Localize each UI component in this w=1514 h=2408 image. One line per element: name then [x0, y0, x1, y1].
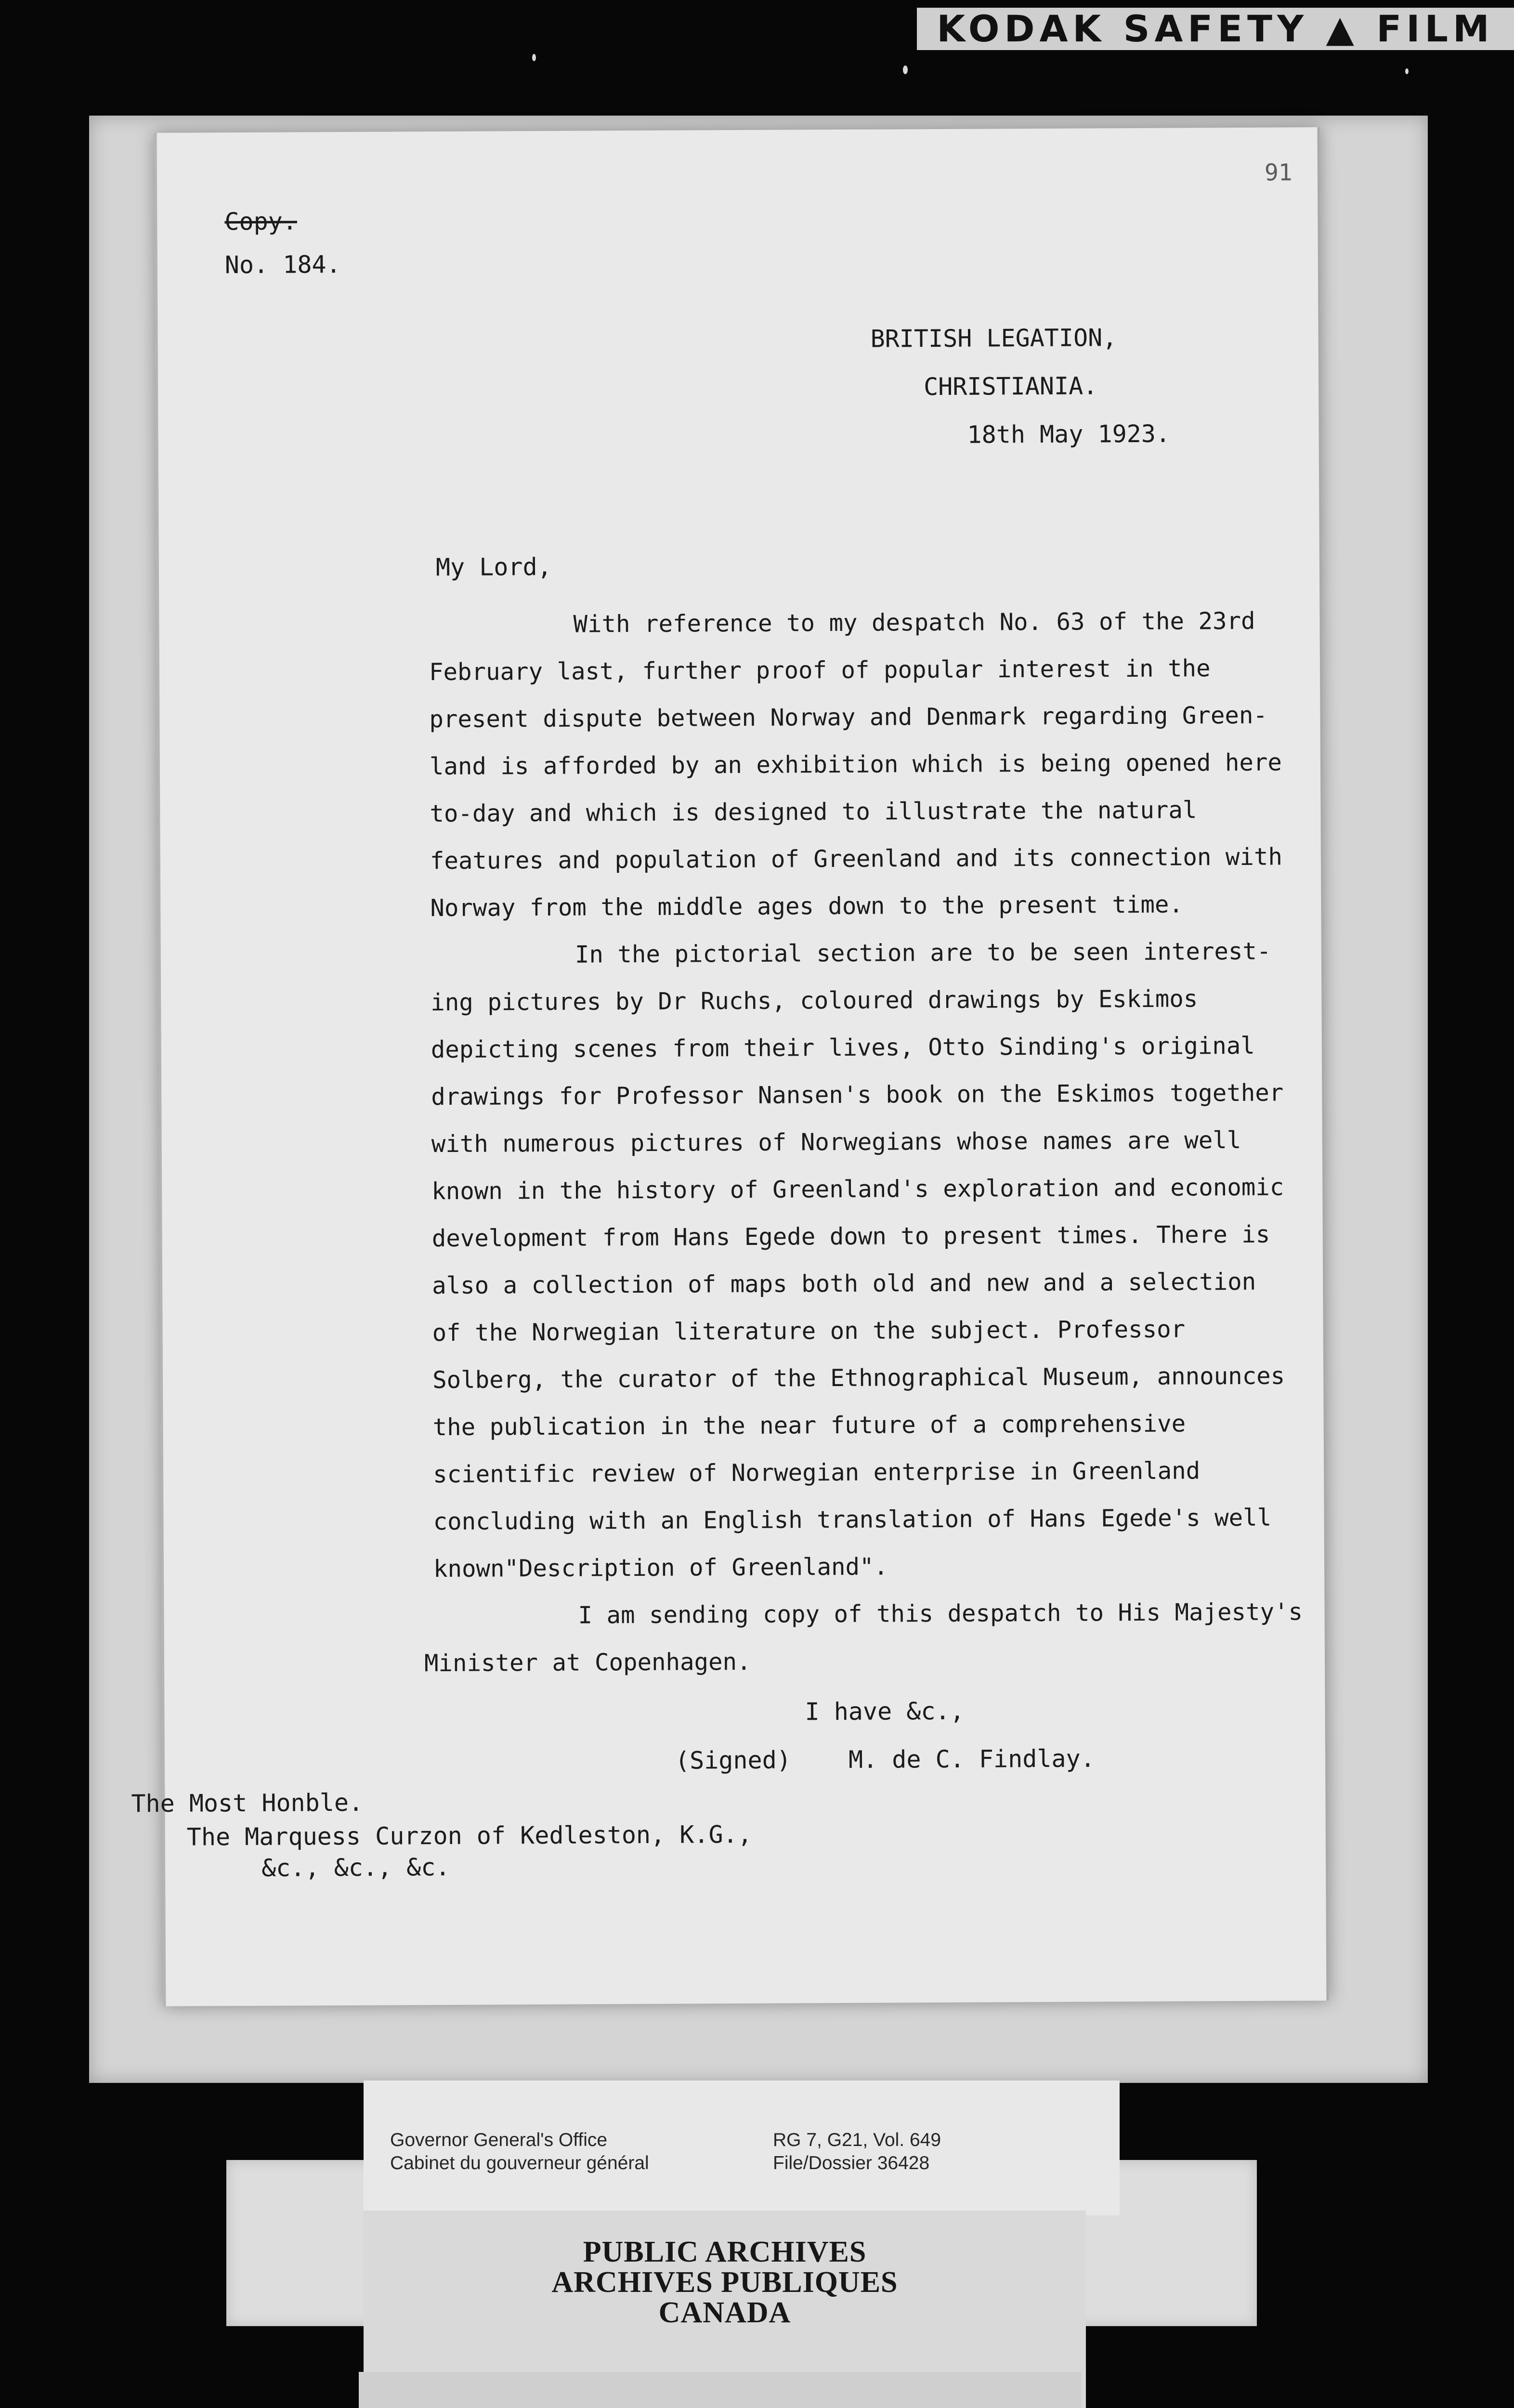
archive-reference-label — [364, 2081, 1120, 2215]
archive-office-english: Governor General's Office — [390, 2130, 608, 2150]
body-line: of the Norwegian literature on the subject. Professor — [432, 1315, 1186, 1347]
archive-office-french: Cabinet du gouverneur général — [390, 2153, 649, 2173]
body-line: Solberg, the curator of the Ethnographical Museum, announces — [432, 1362, 1285, 1394]
stamp-line-canada: CANADA — [658, 2296, 791, 2329]
body-line: scientific review of Norwegian enterprise in Greenland — [432, 1457, 1201, 1489]
body-line: With reference to my despatch No. 63 of the 23rd — [573, 607, 1255, 638]
film-edge-marking: KODAK SAFETY ▲ FILM — [917, 8, 1514, 50]
film-dust-mark — [903, 65, 908, 74]
archive-file-block — [773, 2129, 941, 2175]
body-line: also a collection of maps both old and new and a selection — [432, 1268, 1256, 1300]
copy-label: Copy. — [224, 207, 298, 236]
letter-date: 18th May 1923. — [967, 419, 1171, 449]
archive-file-dossier: File/Dossier 36428 — [773, 2153, 930, 2173]
body-line: features and population of Greenland and its connection with — [430, 843, 1283, 875]
body-line: Norway from the middle ages down to the present time. — [430, 890, 1184, 922]
letter-page — [131, 127, 1329, 2006]
signed-label: (Signed) — [675, 1746, 792, 1775]
addressee-title: The Most Honble. — [131, 1788, 364, 1818]
film-dust-mark — [532, 54, 536, 61]
body-line: drawings for Professor Nansen's book on the Eskimos together — [431, 1079, 1284, 1111]
body-line: the publication in the near future of a comprehensive — [432, 1410, 1186, 1441]
stamp-line-archives-publiques: ARCHIVES PUBLIQUES — [551, 2266, 898, 2299]
folio-number: 91 — [1264, 159, 1292, 186]
stamp-line-public-archives: PUBLIC ARCHIVES — [583, 2236, 867, 2268]
legation-city: CHRISTIANIA. — [923, 372, 1098, 401]
body-line: I am sending copy of this despatch to His Majesty's — [578, 1598, 1303, 1629]
body-line: depicting scenes from their lives, Otto Sinding's original — [431, 1032, 1255, 1064]
body-line: concluding with an English translation of Hans Egede's well — [433, 1504, 1272, 1536]
salutation: My Lord, — [435, 552, 552, 582]
signatory-name: M. de C. Findlay. — [848, 1744, 1095, 1774]
body-line: ing pictures by Dr Ruchs, coloured drawings by Eskimos — [431, 985, 1198, 1017]
body-line: known"Description of Greenland". — [433, 1553, 888, 1583]
legation-name: BRITISH LEGATION, — [870, 324, 1117, 353]
archive-record-group: RG 7, G21, Vol. 649 — [773, 2130, 941, 2150]
addressee-honorifics: &c., &c., &c. — [261, 1853, 450, 1882]
body-line: present dispute between Norway and Denmark regarding Green- — [429, 701, 1268, 733]
closing-phrase: I have &c., — [805, 1697, 965, 1726]
archive-office-block — [390, 2129, 649, 2175]
body-line: In the pictorial section are to be seen interest- — [574, 937, 1271, 968]
bottom-archive-strip — [359, 2372, 1081, 2408]
body-line: with numerous pictures of Norwegians whose names are well — [431, 1126, 1241, 1158]
body-line: to-day and which is designed to illustrate the natural — [430, 796, 1197, 828]
addressee-name: The Marquess Curzon of Kedleston, K.G., — [186, 1820, 752, 1851]
body-line: known in the history of Greenland's exploration and economic — [431, 1173, 1284, 1205]
film-dust-mark — [1405, 68, 1409, 74]
body-line: development from Hans Egede down to present times. There is — [431, 1220, 1270, 1253]
body-line: land is afforded by an exhibition which is being opened here — [429, 748, 1282, 781]
body-line: February last, further proof of popular interest in the — [429, 654, 1211, 686]
document-number: No. 184. — [224, 250, 341, 279]
body-line: Minister at Copenhagen. — [424, 1648, 751, 1677]
